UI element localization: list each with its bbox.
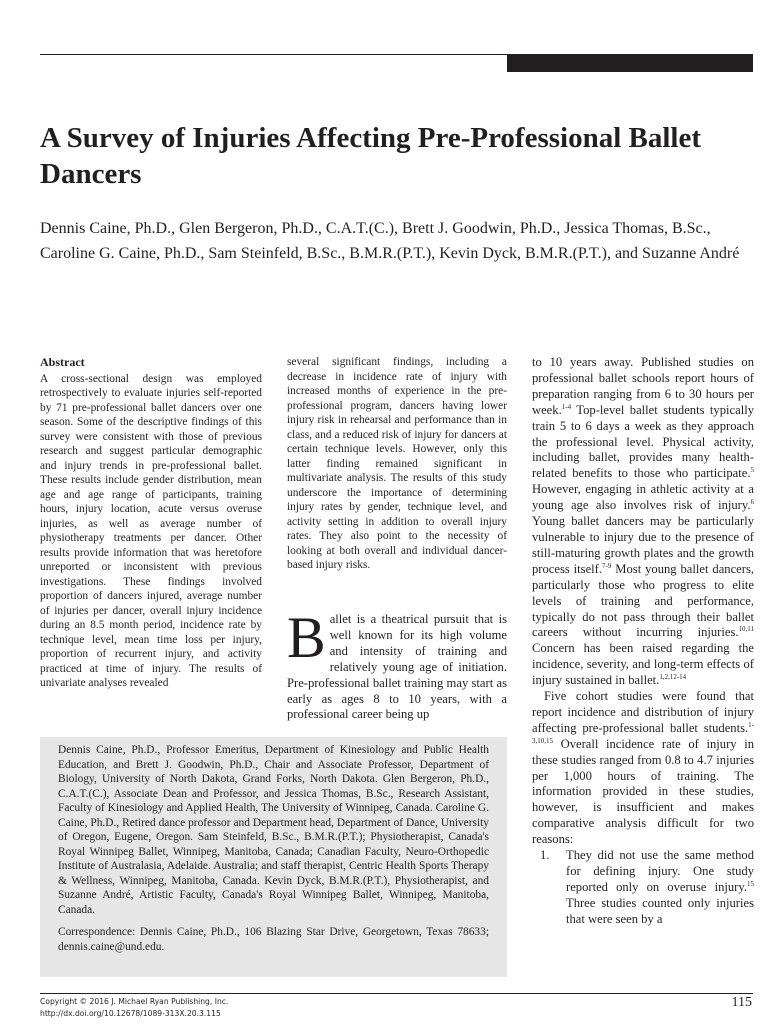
body-paragraph-1: to 10 years away. Published studies on professional ballet schools report hours of preparation ranging from 6 to 30 hours per week.$^{1-4}$ Top-level ballet students typically train 5 to 6 days a week as they approach the professional level. Physical activity, including ballet, provides many health-related benefits to those who participate.$^5$ However, engaging in athletic activity at a young age also involves risk of injury.$^6$ Young ballet dancers may be particularly vulnerable to injury due to the presence of still-maturing growth plates and the growth process itself.$^{7-9}$ Most young ballet dancers, particularly those who progress to elite levels of training and performance, typically do not pass through their ballet careers without incurring injuries.$^{10,11}$ Concern has been raised regarding the incidence, severity, and long-term effects of injury sustained in ballet.$^{1,2,12-14}$ — [532, 355, 755, 688]
body-column-3 — [532, 355, 754, 928]
footer-rule — [40, 993, 753, 994]
abstract-text-part-1: A cross-sectional design was employed retrospectively to evaluate injuries self-reported by 71 pre-professional ballet dancers over one season. Some of the descriptive findings of this survey were consistent with those of previous research and suggest particular demographic and injury trends in pre-professional ballet. These results include gender distribution, mean age and age range of participants, training hours, injury location, acute versus overuse injuries, as well as average number of physiotherapy treatments per dancer. Other results provide information that was heretofore unreported or inconsistent with previous investigations. These findings involved proportion of dancers injured, average number of injuries per dancer, overall injury incidence during an 8.5 month period, incidence rate by technique level, mean time loss per injury, proportion of recurrent injury, and activity practiced at time of injury. The results of univariate analyses revealed — [40, 372, 262, 689]
affiliations-text: Dennis Caine, Ph.D., Professor Emeritus, Department of Kinesiology and Public Health Education, and Brett J. Goodwin, Ph.D., Chair and Associate Professor, Department of Biology, University of North Dakota, Grand Forks, North Dakota. Glen Bergeron, Ph.D., C.A.T.(C.), Associate Dean and Professor, and Jessica Thomas, B.Sc., Research Assistant, Faculty of Kinesiology and Applied Health, The University of Winnipeg, Canada. Caroline G. Caine, Ph.D., Retired dance professor and Department head, Department of Dance, University of Oregon, Eugene, Oregon. Sam Steinfeld, B.Sc., B.M.R.(P.T.); Physiotherapist, Canada's Royal Winnipeg Ballet, Winnipeg, Manitoba, Canada; Canadian Faculty, Neuro-Orthopedic Institute of Australasia, Adelaide. Australia; and staff therapist, Centric Health Sports Therapy & Wellness, Winnipeg, Manitoba, Canada. Kevin Dyck, B.M.R.(P.T.), Physiotherapist, and Suzanne André, Artistic Faculty, Canada's Royal Winnipeg Ballet, Winnipeg, Manitoba, Canada. — [58, 744, 489, 916]
abstract-column-1 — [40, 355, 262, 691]
citation-ref: 7-9 — [602, 561, 612, 570]
footer-info — [40, 996, 228, 1020]
author-list: Dennis Caine, Ph.D., Glen Bergeron, Ph.D., C.A.T.(C.), Brett J. Goodwin, Ph.D., Jessica Thomas, B.Sc., Caroline G. Caine, Ph.D., Sam Steinfeld, B.Sc., B.M.R.(P.T.), Kevin Dyck, B.M.R.(P.T.), and Suzanne André — [40, 220, 740, 262]
header-bar — [507, 55, 753, 72]
citation-ref: 15 — [747, 879, 754, 888]
article-title: A Survey of Injuries Affecting Pre-Professional Ballet Dancers — [40, 122, 702, 190]
drop-cap: B — [287, 605, 326, 670]
body-paragraph-2: Five cohort studies were found that report incidence and distribution of injury affecting pre-professional ballet students.$^{1-3,10,15}$ Overall incidence rate of injury in these studies ranged from 0.8 to 4.7 injuries per 1,000 hours of training. The information provided in these studies, however, is insufficient and makes comparative analysis difficult for two reasons: — [532, 689, 754, 847]
abstract-heading: Abstract — [40, 355, 85, 369]
introduction-text: allet is a theatrical pursuit that is well known for its high volume and intensity of training and relatively young age of initiation. Pre-professional ballet training may start as early as ages 8 to 10 years, with a professional career being up — [287, 612, 507, 722]
list-number: 1. — [540, 848, 550, 863]
numbered-list-item: 1. They did not use the same method for defining injury. One study reported only on overuse injury.$^{15}$ Three studies counted only injuries that were seen by a — [540, 848, 754, 926]
author-affiliations-box — [40, 737, 507, 977]
citation-ref: 1,2,12-14 — [659, 672, 687, 681]
citation-ref: 1-4 — [561, 402, 572, 411]
copyright-notice: Copyright © 2016 J. Michael Ryan Publishing, Inc. — [40, 997, 229, 1006]
citation-ref: 6 — [750, 497, 754, 506]
citation-ref: 10,11 — [738, 625, 754, 634]
doi-link[interactable]: http://dx.doi.org/10.12678/1089-313X.20.3.115 — [40, 1009, 221, 1018]
correspondence-text: Correspondence: Dennis Caine, Ph.D., 106 Blazing Star Drive, Georgetown, Texas 78633; dennis.caine@und.edu. — [58, 926, 489, 953]
page-number: 115 — [731, 995, 752, 1010]
citation-ref: 5 — [750, 466, 754, 475]
abstract-text-part-2: several significant findings, including a decrease in incidence rate of injury with increased months of experience in the pre-professional program, dancers having lower injury risk in rehearsal and performance than in class, and a reduced risk of injury for dancers at certain technique levels. However, only this latter finding remained significant in multivariate analysis. The results of this study underscore the importance of determining injury rates by gender, technique level, and activity setting in addition to overall injury rates. They also point to the necessity of looking at both overall and individual dancer-based injury risks. — [287, 356, 507, 571]
abstract-column-2 — [287, 355, 507, 573]
introduction-paragraph — [287, 605, 507, 723]
citation-ref: 1-3,10,15 — [532, 720, 754, 745]
